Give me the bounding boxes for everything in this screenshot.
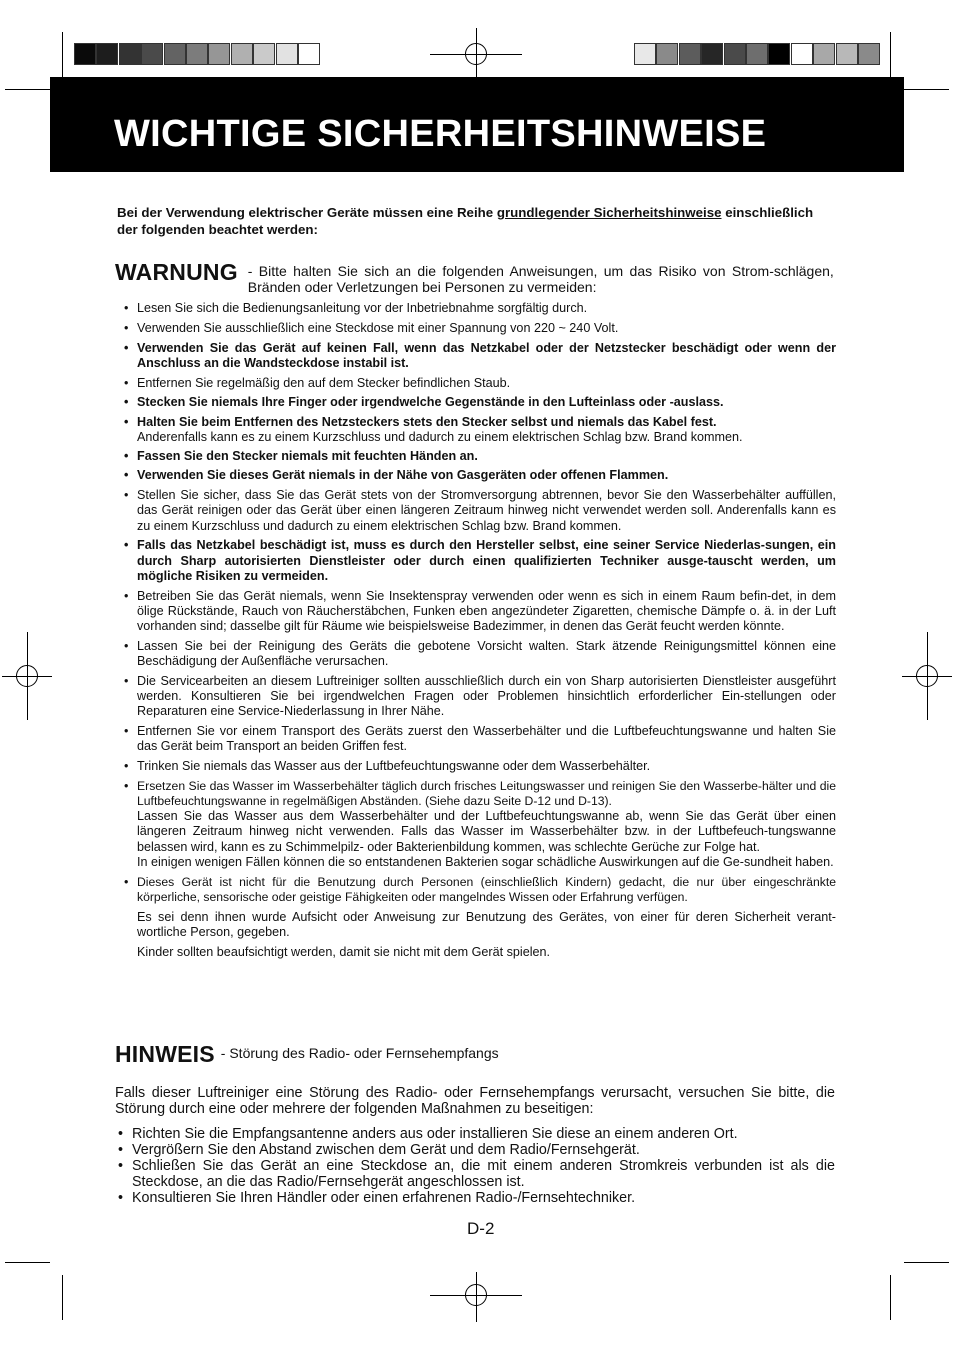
calibration-swatch bbox=[74, 43, 96, 65]
intro-text-start: Bei der Verwendung elektrischer Geräte müssen eine Reihe bbox=[117, 205, 497, 220]
page-title: WICHTIGE SICHERHEITSHINWEISE bbox=[114, 113, 767, 155]
intro-text bbox=[117, 204, 836, 238]
warning-item-text: Ersetzen Sie das Wasser im Wasserbehälter täglich durch frisches Leitungswasser und reinigen Sie den Wasserbe-hälter und die Luftbefeuchtungswanne in regelmäßigen Abständen. (Siehe dazu Seite D-12 und D-13). bbox=[137, 778, 836, 808]
warning-item-15 bbox=[124, 759, 836, 774]
warning-item-subtext: Lassen Sie das Wasser aus dem Wasserbehälter und der Luftbefeuchtungswanne ab, wenn Sie das Gerät über einen längeren Zeitraum hinweg nicht verwenden. Falls das Wasser im Wasserbehälter bzw. in der Luftbefeuch-tungswanne belassen wird, kann es zu Schimmelpilz- oder Bakterienbildung kommen, was schlechte Gerüche zur Folge hat. bbox=[137, 809, 836, 854]
warning-item-text: Falls das Netzkabel beschädigt ist, muss es durch den Hersteller selbst, eine seiner Service Niederlas-sungen, ein durch Sharp autorisierten Dienstleister oder durch einen qualifizierten Techniker ausge-tauscht werden, um mögliche Risiken zu vermeiden. bbox=[137, 538, 836, 583]
notice-item-4: • Konsultieren Sie Ihren Händler oder einen erfahrenen Radio-/Fernsehtechniker. bbox=[118, 1190, 835, 1206]
calibration-swatch bbox=[231, 43, 253, 65]
warning-item-7 bbox=[124, 449, 836, 464]
calibration-swatch bbox=[724, 43, 746, 65]
notice-list bbox=[118, 1126, 835, 1206]
calibration-swatch bbox=[208, 43, 230, 65]
notice-description: - Störung des Radio- oder Fernsehempfangs bbox=[220, 1045, 499, 1061]
warning-item-text: Entfernen Sie vor einem Transport des Geräts zuerst den Wasserbehälter und die Luftbefeuchtungswanne und halten Sie das Gerät beim Transport an beiden Griffen fest. bbox=[137, 724, 836, 754]
warning-item-text: Die Servicearbeiten an diesem Luftreiniger sollten ausschließlich durch ein von Sharp autorisierten Dienstleister ausgeführt werden. Konsultieren Sie bei irgendwelchen Fragen oder Problemen hinsichtlich erforderlicher Ein-stellungen oder Reparaturen eine Service-Niederlassung in Ihrer Nähe. bbox=[137, 673, 836, 719]
warning-item-text: Verwenden Sie ausschließlich eine Steckdose mit einer Spannung von 220 ~ 240 Volt. bbox=[137, 320, 619, 335]
warning-item-text: Verwenden Sie das Gerät auf keinen Fall, wenn das Netzkabel oder der Netzstecker beschädigt oder wenn der Anschluss an die Wandsteckdose instabil ist. bbox=[137, 340, 836, 370]
notice-item-2: • Vergrößern Sie den Abstand zwischen dem Gerät und dem Radio/Fernsehgerät. bbox=[118, 1142, 835, 1158]
notice-section-header bbox=[115, 1041, 499, 1067]
warning-heading: WARNUNG bbox=[115, 259, 238, 285]
calibration-swatch bbox=[253, 43, 275, 65]
calibration-swatch bbox=[141, 43, 163, 65]
warning-item-13 bbox=[124, 674, 836, 720]
warning-description: - Bitte halten Sie sich an die folgenden Anweisungen, um das Risiko von Strom-schlägen, Bränden oder Verletzungen bei Personen zu vermeiden: bbox=[247, 263, 834, 295]
calibration-swatch bbox=[813, 43, 835, 65]
warning-item-text: Betreiben Sie das Gerät niemals, wenn Sie Insektenspray verwenden oder wenn es sich in einem Raum befin-det, in dem ölige Rückstände, Rauch von Räucherstäbchen, Funken eben angezündeter Zigaretten, chemische Dämpfe o. ä. in der Luft vorhanden sind; dasselbe gilt für Räume wie beispielsweise Badezimmer, in denen das Gerät feucht werden könnte. bbox=[137, 588, 836, 633]
warning-item-text: Entfernen Sie regelmäßig den auf dem Stecker befindlichen Staub. bbox=[137, 375, 511, 390]
title-banner bbox=[50, 77, 904, 172]
calibration-swatch bbox=[858, 43, 880, 65]
warning-item-text: Lesen Sie sich die Bedienungsanleitung vor der Inbetriebnahme sorgfältig durch. bbox=[137, 301, 588, 315]
warning-item-text: Verwenden Sie dieses Gerät niemals in der Nähe von Gasgeräten oder offenen Flammen. bbox=[137, 468, 669, 483]
warning-item-text: Fassen Sie den Stecker niemals mit feuchten Händen an. bbox=[137, 448, 478, 463]
warning-item-text: Trinken Sie niemals das Wasser aus der Luftbefeuchtungswanne oder dem Wasserbehälter. bbox=[137, 759, 651, 773]
calibration-swatch bbox=[701, 43, 723, 65]
calibration-swatch bbox=[276, 43, 298, 65]
warning-item-11 bbox=[124, 589, 836, 635]
notice-heading: HINWEIS bbox=[115, 1041, 215, 1067]
warning-item-3 bbox=[124, 341, 836, 371]
warning-item-subtext: In einigen wenigen Fällen können die so entstandenen Bakterien sogar schädliche Auswirkungen auf die Ge-sundheit haben. bbox=[137, 854, 834, 869]
warning-item-10 bbox=[124, 538, 836, 584]
warning-item-subtext: Kinder sollten beaufsichtigt werden, damit sie nicht mit dem Gerät spielen. bbox=[137, 945, 550, 960]
intro-text-end: einschließlich der folgenden beachtet werden: bbox=[117, 205, 814, 237]
warning-item-14 bbox=[124, 724, 836, 754]
calibration-swatch bbox=[119, 43, 141, 65]
color-calibration-bars-right bbox=[634, 43, 880, 65]
notice-paragraph: Falls dieser Luftreiniger eine Störung des Radio- oder Fernsehempfangs verursacht, versuchen Sie bitte, die Störung durch eine oder mehrere der folgenden Maßnahmen zu beseitigen: bbox=[115, 1085, 835, 1117]
calibration-swatch bbox=[186, 43, 208, 65]
calibration-swatch bbox=[298, 43, 320, 65]
warning-item-text: Stecken Sie niemals Ihre Finger oder irgendwelche Gegenstände in den Lufteinlass oder -auslass. bbox=[137, 395, 724, 410]
warning-item-text: Halten Sie beim Entfernen des Netzsteckers stets den Stecker selbst und niemals das Kabel fest. bbox=[137, 415, 717, 430]
notice-item-1: • Richten Sie die Empfangsantenne anders aus oder installieren Sie diese an einem anderen Ort. bbox=[118, 1126, 835, 1142]
warning-item-12 bbox=[124, 639, 836, 669]
color-calibration-bars-left bbox=[74, 43, 320, 65]
intro-underlined-text: grundlegender Sicherheitshinweise bbox=[496, 205, 722, 220]
warning-item-text: Stellen Sie sicher, dass Sie das Gerät stets von der Stromversorgung abtrennen, bevor Sie den Wasserbehälter auffüllen, das Gerät reinigen oder das Gerät über einen längeren Zeitraum hinweg nicht verwendet werden soll. Anderenfalls kann es zu einem Kurzschluss und dadurch zu einem elektrischen Schlag bzw. Brand kommen. bbox=[137, 488, 836, 533]
warning-item-2 bbox=[124, 321, 836, 336]
page-number: D-2 bbox=[467, 1219, 495, 1238]
warning-item-text: Lassen Sie bei der Reinigung des Geräts die gebotene Vorsicht walten. Stark ätzende Reinigungsmittel können eine Beschädigung der Außenfläche verursachen. bbox=[137, 638, 836, 668]
warning-item-17 bbox=[124, 875, 836, 961]
calibration-swatch bbox=[791, 43, 813, 65]
warning-item-text: Dieses Gerät ist nicht für die Benutzung durch Personen (einschließlich Kindern) gedacht, die nur über eingeschränkte körperliche, sensorische oder geistige Fähigkeiten oder mangelndes Wissen oder Erfahrung verfügen. bbox=[137, 874, 836, 904]
calibration-swatch bbox=[656, 43, 678, 65]
warning-item-4 bbox=[124, 376, 836, 391]
warning-item-subtext: Anderenfalls kann es zu einem Kurzschluss und dadurch zu einem elektrischen Schlag bzw. Brand kommen. bbox=[137, 430, 743, 445]
calibration-swatch bbox=[746, 43, 768, 65]
calibration-swatch bbox=[679, 43, 701, 65]
notice-item-3: • Schließen Sie das Gerät an eine Steckdose an, die mit einem anderen Stromkreis verbunden ist als die Steckdose, an die das Radio/Fernsehgerät angeschlossen ist. bbox=[118, 1158, 835, 1190]
calibration-swatch bbox=[768, 43, 790, 65]
warning-list bbox=[124, 301, 836, 965]
warning-item-subtext: Es sei denn ihnen wurde Aufsicht oder Anweisung zur Benutzung des Gerätes, von einer für deren Sicherheit verant-wortliche Person, gegeben. bbox=[137, 910, 836, 940]
calibration-swatch bbox=[96, 43, 118, 65]
calibration-swatch bbox=[836, 43, 858, 65]
warning-section-header bbox=[115, 259, 836, 295]
calibration-swatch bbox=[634, 43, 656, 65]
warning-item-8 bbox=[124, 468, 836, 483]
warning-item-9 bbox=[124, 488, 836, 534]
calibration-swatch bbox=[164, 43, 186, 65]
warning-item-1 bbox=[124, 301, 836, 316]
warning-item-16 bbox=[124, 779, 836, 870]
warning-item-5 bbox=[124, 395, 836, 410]
warning-item-6 bbox=[124, 415, 836, 445]
